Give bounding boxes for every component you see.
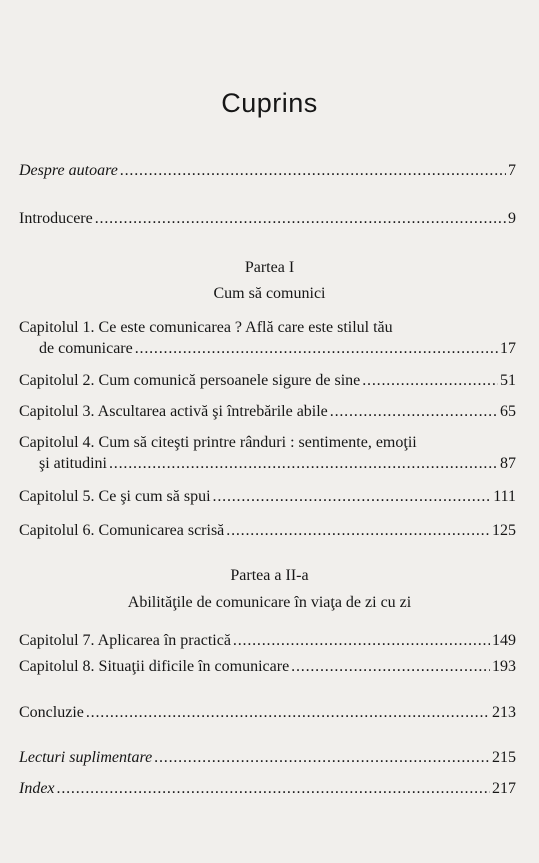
leader-dots: [233, 631, 490, 650]
toc-entry-capitolul-1[interactable]: [19, 318, 516, 358]
toc-entry-label: Capitolul 8. Situaţii dificile în comunicare: [19, 658, 290, 675]
toc-page-number: 217: [492, 780, 516, 797]
toc-entry-capitolul-8[interactable]: [19, 657, 516, 676]
toc-page-number: 65: [500, 403, 516, 420]
toc-entry-label: Capitolul 7. Aplicarea în practică: [19, 632, 231, 649]
leader-dots: [226, 521, 490, 540]
toc-entry-line: Capitolul 1. Ce este comunicarea ? Află care este stilul tău: [19, 319, 393, 336]
leader-dots: [330, 402, 498, 421]
toc-page-number: 125: [492, 522, 516, 539]
toc-entry-label: Despre autoare: [19, 162, 118, 179]
toc-entry-capitolul-2[interactable]: [19, 371, 516, 390]
toc-page-number: 149: [492, 632, 516, 649]
toc-entry-label: Capitolul 5. Ce şi cum să spui: [19, 488, 211, 505]
toc-entry-label: Lecturi suplimentare: [19, 749, 153, 766]
toc-page-number: 111: [493, 488, 516, 505]
part-1-subtitle: Cum să comunici: [213, 285, 326, 302]
toc-page-number: 215: [492, 749, 516, 766]
toc-entry-concluzie[interactable]: [19, 703, 516, 722]
toc-entry-label: Capitolul 6. Comunicarea scrisă: [19, 522, 225, 539]
toc-entry-line: Capitolul 4. Cum să citeşti printre rânduri : sentimente, emoţii: [19, 434, 417, 451]
leader-dots: [109, 454, 498, 473]
page-title: Cuprins: [221, 88, 318, 118]
leader-dots: [154, 748, 490, 767]
part-1-heading: Partea I: [244, 259, 295, 276]
part-2-subtitle: Abilităţile de comunicare în viaţa de zi cu zi: [127, 594, 412, 611]
toc-page-number: 213: [492, 704, 516, 721]
toc-entry-label: Concluzie: [19, 704, 84, 721]
leader-dots: [291, 657, 490, 676]
toc-entry-label: Index: [19, 780, 55, 797]
toc-entry-lecturi-suplimentare[interactable]: [19, 748, 516, 767]
toc-entry-capitolul-3[interactable]: [19, 402, 516, 421]
toc-page-number: 51: [500, 372, 516, 389]
toc-entry-label: Capitolul 3. Ascultarea activă şi întrebările abile: [19, 403, 328, 420]
leader-dots: [95, 209, 506, 228]
toc-entry-label: Introducere: [19, 210, 93, 227]
toc-entry-introducere[interactable]: [19, 209, 516, 228]
leader-dots: [362, 371, 498, 390]
part-2-heading: Partea a II-a: [230, 567, 309, 584]
leader-dots: [135, 339, 498, 358]
toc-entry-label: Capitolul 2. Cum comunică persoanele sigure de sine: [19, 372, 361, 389]
toc-entry-capitolul-5[interactable]: [19, 487, 516, 506]
toc-page-number: 17: [500, 340, 516, 357]
toc-entry-despre-autoare[interactable]: [19, 161, 516, 180]
toc-entry-capitolul-6[interactable]: [19, 521, 516, 540]
toc-page-number: 9: [508, 210, 516, 227]
toc-page-number: 193: [492, 658, 516, 675]
toc-entry-index[interactable]: [19, 779, 516, 798]
toc-entry-label: şi atitudini: [39, 455, 107, 472]
toc-entry-capitolul-7[interactable]: [19, 631, 516, 650]
toc-page-number: 87: [500, 455, 516, 472]
leader-dots: [120, 161, 506, 180]
leader-dots: [57, 779, 490, 798]
toc-page-number: 7: [508, 162, 516, 179]
toc-entry-label: de comunicare: [39, 340, 133, 357]
leader-dots: [86, 703, 490, 722]
leader-dots: [213, 487, 492, 506]
toc-entry-capitolul-4[interactable]: [19, 433, 516, 473]
